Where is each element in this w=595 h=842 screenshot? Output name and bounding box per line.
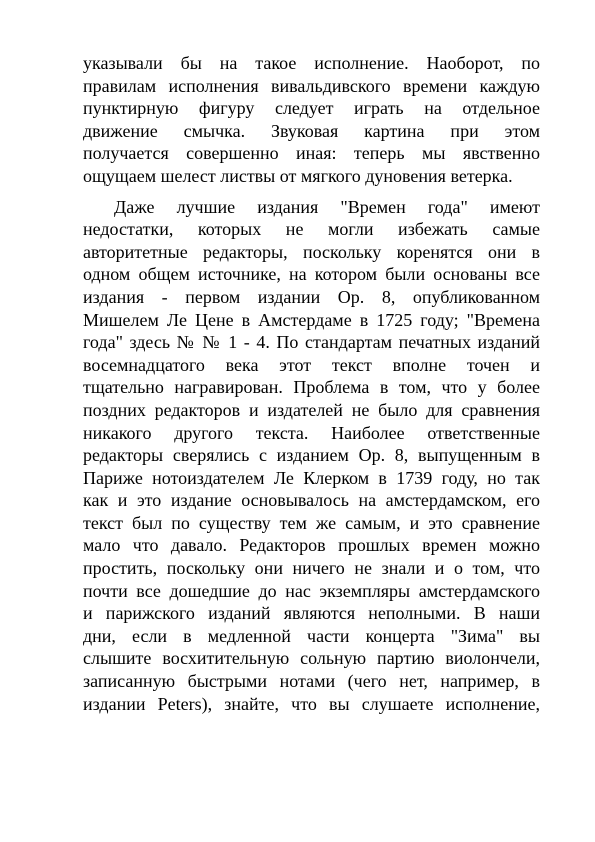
- text-line: никакого другого текста. Наиболее ответственные: [83, 422, 540, 443]
- text-line: слышите восхитительную сольную партию виолончели,: [83, 648, 540, 669]
- text-line: получается совершенно иная: теперь мы явственно: [83, 143, 540, 164]
- text-line: ощущаем шелест листвы от мягкого дуновения ветерка.: [83, 165, 513, 186]
- body-text: [83, 52, 540, 715]
- text-line: редакторы сверялись с изданием Ор. 8, выпущенным в: [83, 445, 540, 466]
- paragraph-1: [83, 52, 540, 188]
- text-line: восемнадцатого века этот текст вполне точен и: [83, 354, 540, 375]
- text-line: тщательно награвирован. Проблема в том, что у более: [83, 377, 540, 398]
- text-line: недостатки, которых не могли избежать самые: [83, 219, 540, 240]
- text-line: издании Peters), знайте, что вы слушаете исполнение,: [83, 693, 540, 714]
- text-line: почти все дошедшие до нас экземпляры амстердамского: [83, 580, 540, 601]
- paragraph-2: [83, 196, 540, 716]
- text-line: Даже лучшие издания "Времен года" имеют: [114, 196, 540, 217]
- text-line: года" здесь № № 1 - 4. По стандартам печатных изданий: [83, 332, 540, 353]
- text-line: движение смычка. Звуковая картина при этом: [83, 120, 540, 141]
- text-line: простить, поскольку они ничего не знали и о том, что: [83, 558, 540, 579]
- text-line: текст был по существу тем же самым, и это сравнение: [83, 512, 540, 533]
- text-line: Париже нотоиздателем Ле Клерком в 1739 году, но так: [83, 467, 540, 488]
- text-line: одном общем источнике, на котором были основаны все: [83, 264, 540, 285]
- text-line: как и это издание основывалось на амстердамском, его: [83, 490, 540, 511]
- text-line: дни, если в медленной части концерта "Зима" вы: [83, 625, 540, 646]
- text-line: правилам исполнения вивальдивского времени каждую: [83, 75, 540, 96]
- text-line: издания - первом издании Ор. 8, опубликованном: [83, 286, 540, 307]
- text-line: и парижского изданий являются неполными. В наши: [83, 603, 540, 624]
- text-line: авторитетные редакторы, поскольку коренятся они в: [83, 241, 540, 262]
- text-line: указывали бы на такое исполнение. Наоборот, по: [83, 53, 540, 73]
- text-line: Мишелем Ле Цене в Амстердаме в 1725 году; "Времена: [83, 309, 540, 330]
- text-line: мало что давало. Редакторов прошлых времен можно: [83, 535, 540, 556]
- text-line: поздних редакторов и издателей не было для сравнения: [83, 399, 540, 420]
- text-line: записанную быстрыми нотами (чего нет, например, в: [83, 671, 540, 692]
- text-line: пунктирную фигуру следует играть на отдельное: [83, 98, 540, 119]
